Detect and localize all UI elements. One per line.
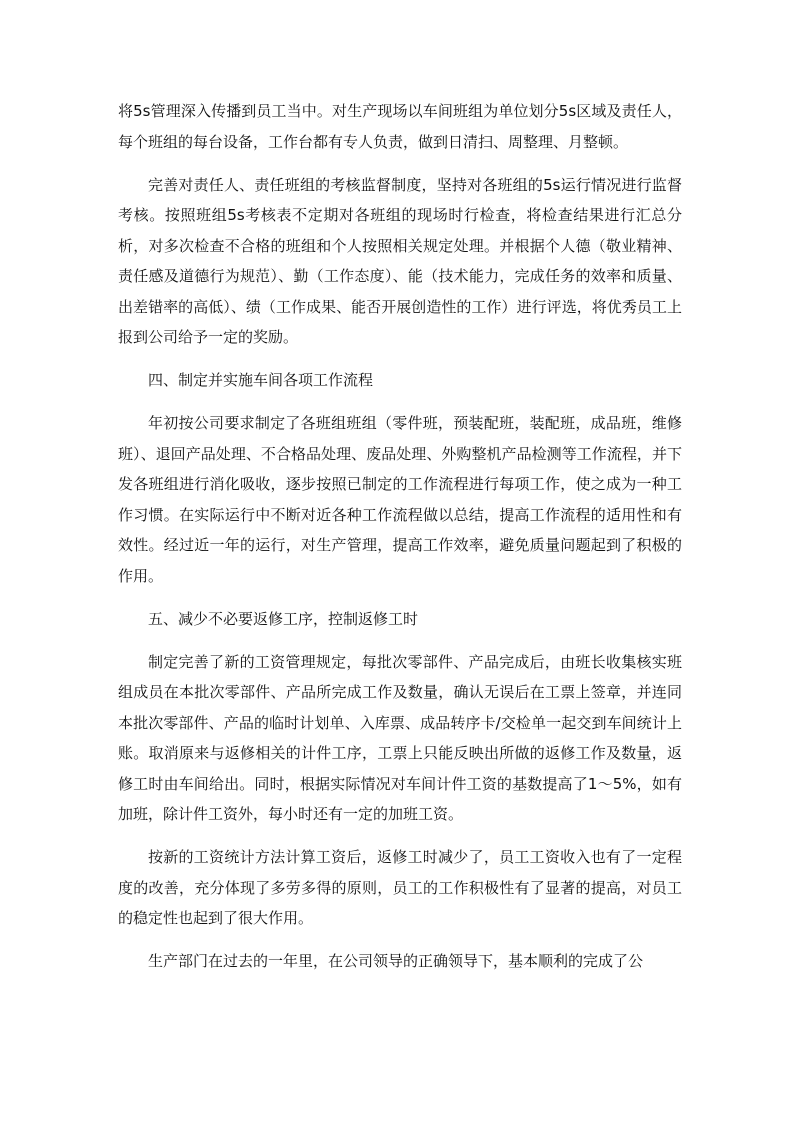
body-paragraph-wage-rules: 制定完善了新的工资管理规定，每批次零部件、产品完成后，由班长收集核实班组成员在本批次零部件、产品所完成工作及数量，确认无误后在工票上签章，并连同本批次零部件、产品的临时计划单、入库票、成品转序卡/交检单一起交到车间统计上账。取消原来与返修相关的计件工序，工票上只能反映出所做的返修工作及数量，返修工时由车间给出。同时，根据实际情况对车间计件工资的基数提高了1～5%，如有加班，除计件工资外，每小时还有一定的加班工资。 [118,652,682,823]
body-paragraph-workflow: 年初按公司要求制定了各班组班组（零件班，预装配班，装配班，成品班，维修班）、退回产品处理、不合格品处理、废品处理、外购整机产品检测等工作流程，并下发各班组进行消化吸收，逐步按照已制定的工作流程进行每项工作，使之成为一种工作习惯。在实际运行中不断对近各种工作流程做以总结，提高工作流程的适用性和有效性。经过近一年的运行，对生产管理，提高工作效率，避免质量问题起到了积极的作用。 [118,414,682,585]
body-paragraph-5s-assignment: 将5s管理深入传播到员工当中。对生产现场以车间班组为单位划分5s区域及责任人，每个班组的每台设备，工作台都有专人负责，做到日清扫、周整理、月整顿。 [118,102,682,151]
body-paragraph-summary: 生产部门在过去的一年里，在公司领导的正确领导下，基本顺利的完成了公 [148,952,644,970]
section-heading-workflow: 四、制定并实施车间各项工作流程 [148,371,374,389]
document-page [118,96,682,977]
body-paragraph-wage-result: 按新的工资统计方法计算工资后，返修工时减少了，员工工资收入也有了一定程度的改善，充分体现了多劳多得的原则，员工的工作积极性有了显著的提高，对员工的稳定性也起到了很大作用。 [118,848,682,927]
body-paragraph-supervision: 完善对责任人、责任班组的考核监督制度，坚持对各班组的5s运行情况进行监督考核。按照班组5s考核表不定期对各班组的现场时行检查，将检查结果进行汇总分析，对多次检查不合格的班组和个人按照相关规定处理。并根据个人德（敬业精神、责任感及道德行为规范）、勤（工作态度）、能（技术能力，完成任务的效率和质量、出差错率的高低）、绩（工作成果、能否开展创造性的工作）进行评选，将优秀员工上报到公司给予一定的奖励。 [118,175,682,346]
section-heading-rework: 五、减少不必要返修工序，控制返修工时 [148,609,419,628]
